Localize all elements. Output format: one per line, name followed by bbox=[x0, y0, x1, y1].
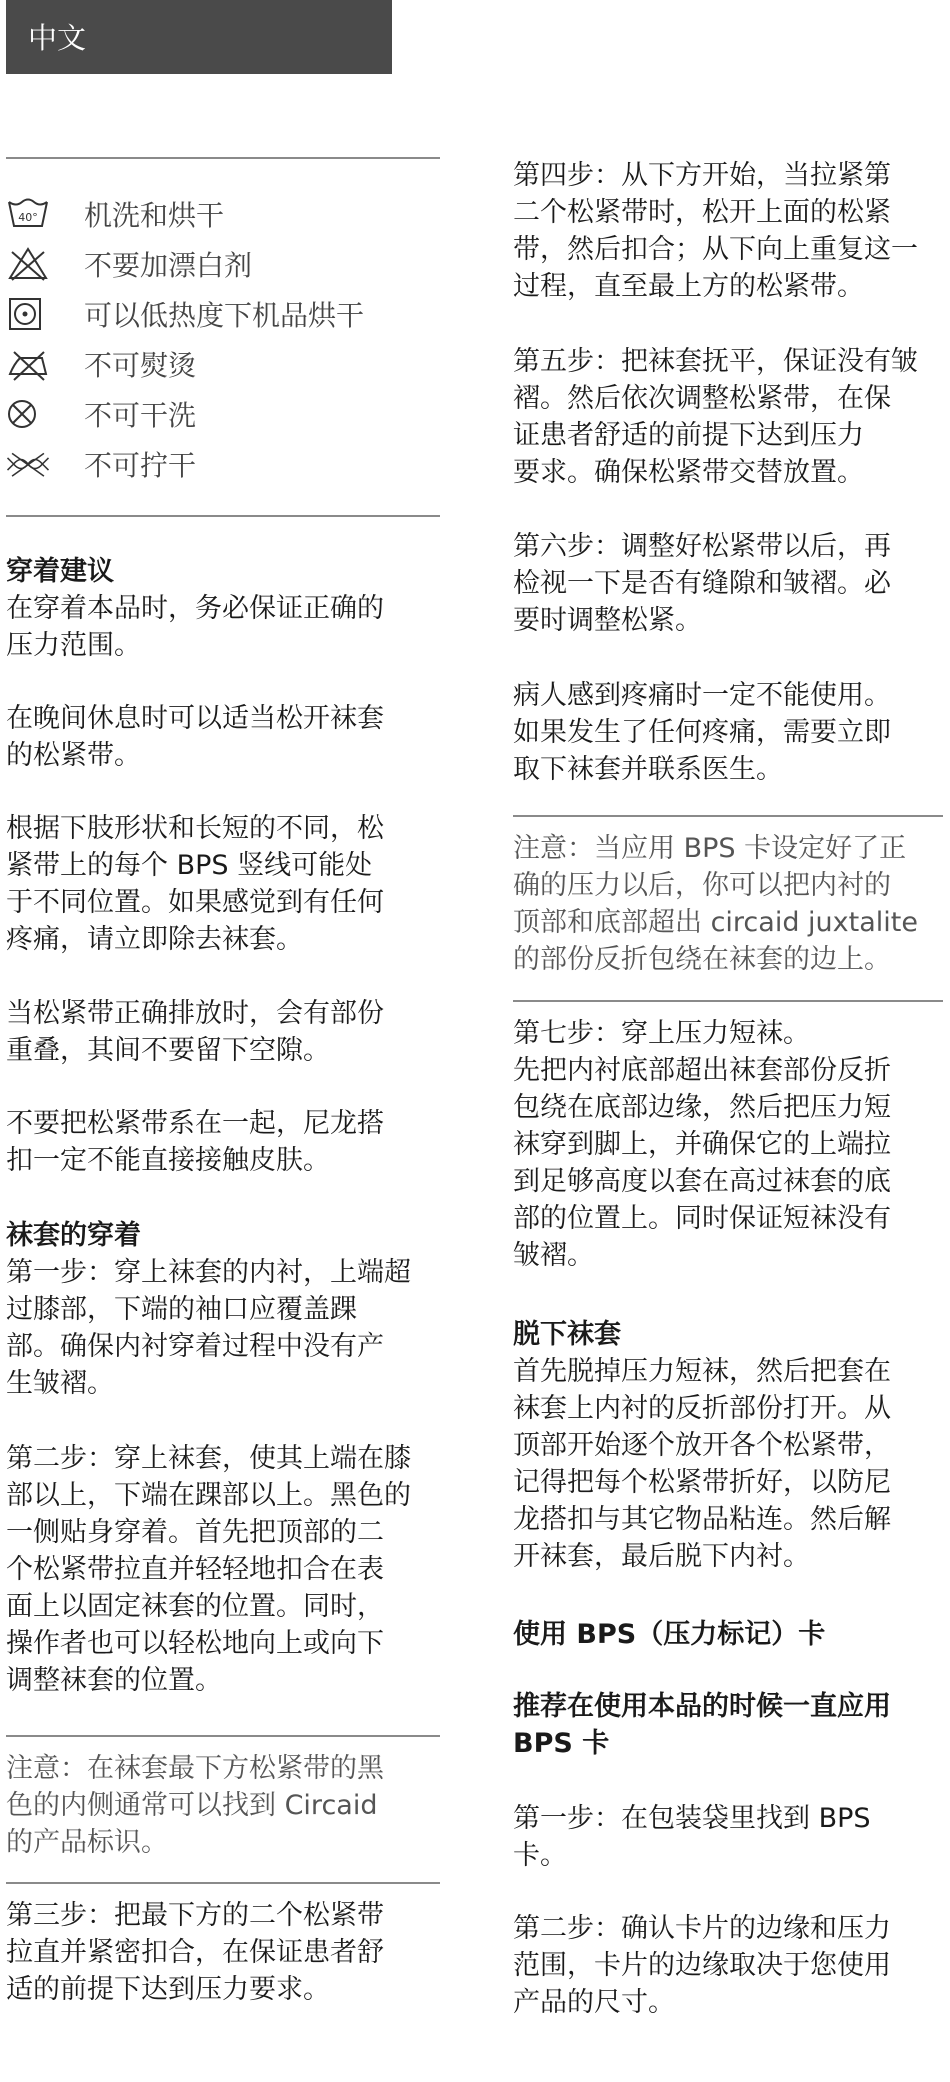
step-4: 第四步：从下方开始，当拉紧第 二个松紧带时，松开上面的松紧 带，然后扣合；从下向上重复这一 过程，直至最上方的松紧带。 bbox=[513, 160, 918, 302]
don-heading: 袜套的穿着 bbox=[6, 1220, 141, 1251]
language-tab: 中文 bbox=[6, 0, 392, 74]
care-label: 可以低热度下机品烘干 bbox=[84, 299, 365, 332]
care-label: 不可拧干 bbox=[84, 449, 197, 482]
divider bbox=[6, 515, 440, 517]
care-row-wring bbox=[6, 442, 196, 486]
bps-heading: 使用 BPS（压力标记）卡 bbox=[513, 1619, 826, 1650]
step-1: 第一步：穿上袜套的内衬，上端超 过膝部，下端的袖口应覆盖踝 部。确保内衬穿着过程中没有产 生皱褶。 bbox=[6, 1257, 411, 1399]
bps-step-1: 第一步：在包装袋里找到 BPS 卡。 bbox=[513, 1803, 871, 1871]
wear-paragraph: 不要把松紧带系在一起，尼龙搭 扣一定不能直接接触皮肤。 bbox=[6, 1108, 384, 1176]
pain-warning: 病人感到疼痛时一定不能使用。 如果发生了任何疼痛，需要立即 取下袜套并联系医生。 bbox=[513, 680, 891, 785]
wear-heading: 穿着建议 bbox=[6, 556, 114, 587]
divider bbox=[513, 1000, 943, 1002]
care-label: 不要加漂白剂 bbox=[84, 249, 253, 282]
bps-recommendation: 推荐在使用本品的时候一直应用 BPS 卡 bbox=[513, 1691, 891, 1759]
care-label: 不可干洗 bbox=[84, 399, 197, 432]
wash-40-icon bbox=[6, 196, 50, 232]
divider bbox=[513, 815, 943, 817]
wear-paragraph: 根据下肢形状和长短的不同，松 紧带上的每个 BPS 竖线可能处 于不同位置。如果感觉到有任何 疼痛，请立即除去袜套。 bbox=[6, 813, 384, 955]
divider bbox=[6, 157, 440, 159]
svg-text:40°: 40° bbox=[18, 211, 38, 224]
step-2: 第二步：穿上袜套，使其上端在膝 部以上，下端在踝部以上。黑色的 一侧贴身穿着。首先把顶部的二 个松紧带拉直并轻轻地扣合在表 面上以固定袜套的位置。同时， 操作者也可以轻松地向上或向下 调整袜套的位置。 bbox=[6, 1443, 411, 1696]
divider bbox=[6, 1735, 440, 1737]
care-row-iron bbox=[6, 342, 196, 386]
doff-paragraph: 首先脱掉压力短袜，然后把套在 袜套上内衬的反折部份打开。从 顶部开始逐个放开各个松紧带， 记得把每个松紧带折好，以防尼 龙搭扣与其它物品粘连。然后解 开袜套，最后脱下内衬。 bbox=[513, 1356, 891, 1572]
bps-step-2: 第二步：确认卡片的边缘和压力 范围，卡片的边缘取决于您使用 产品的尺寸。 bbox=[513, 1913, 891, 2018]
no-bleach-icon bbox=[6, 246, 50, 282]
care-label: 不可熨烫 bbox=[84, 349, 197, 382]
step-6: 第六步：调整好松紧带以后，再 检视一下是否有缝隙和皱褶。必 要时调整松紧。 bbox=[513, 531, 891, 636]
wear-paragraph: 当松紧带正确排放时，会有部份 重叠，其间不要留下空隙。 bbox=[6, 998, 384, 1066]
care-row-tumble-dry bbox=[6, 292, 364, 336]
divider bbox=[6, 1882, 440, 1884]
care-label: 机洗和烘干 bbox=[84, 199, 225, 232]
wear-paragraph: 在晚间休息时可以适当松开袜套 的松紧带。 bbox=[6, 703, 384, 771]
note-bps-liner: 注意：当应用 BPS 卡设定好了正 确的压力以后，你可以把内衬的 顶部和底部超出 circaid juxtalite 的部份反折包绕在袜套的边上。 bbox=[513, 833, 918, 975]
no-dry-clean-icon bbox=[6, 396, 50, 432]
tumble-dry-low-icon bbox=[6, 296, 50, 332]
step-3: 第三步：把最下方的二个松紧带 拉直并紧密扣合，在保证患者舒 适的前提下达到压力要求。 bbox=[6, 1900, 384, 2005]
care-row-bleach bbox=[6, 242, 252, 286]
step-7: 第七步：穿上压力短袜。 先把内衬底部超出袜套部份反折 包绕在底部边缘，然后把压力短 袜穿到脚上，并确保它的上端拉 到足够高度以套在高过袜套的底 部的位置上。同时保证短袜没有 皱褶。 bbox=[513, 1018, 891, 1271]
no-wring-icon bbox=[6, 446, 50, 482]
note-label-location: 注意：在袜套最下方松紧带的黑 色的内侧通常可以找到 Circaid 的产品标识。 bbox=[6, 1753, 384, 1858]
wear-paragraph: 在穿着本品时，务必保证正确的 压力范围。 bbox=[6, 593, 384, 661]
no-iron-icon bbox=[6, 346, 50, 382]
care-row-dry-clean bbox=[6, 392, 196, 436]
care-row-wash bbox=[6, 192, 224, 236]
step-5: 第五步：把袜套抚平，保证没有皱 褶。然后依次调整松紧带，在保 证患者舒适的前提下达到压力 要求。确保松紧带交替放置。 bbox=[513, 346, 918, 488]
doff-heading: 脱下袜套 bbox=[513, 1319, 621, 1350]
